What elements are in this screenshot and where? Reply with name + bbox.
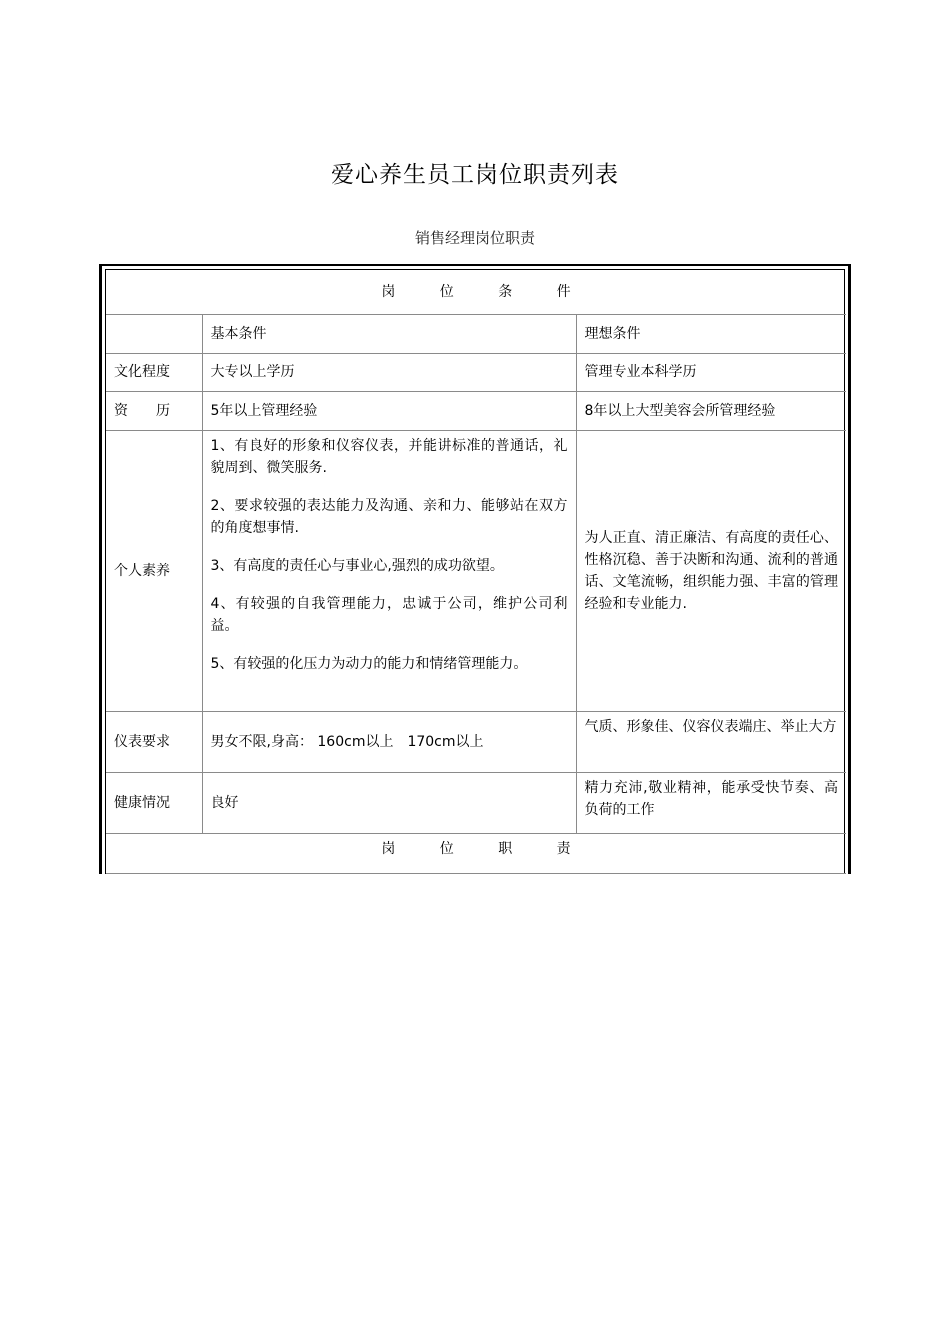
header-ideal: 理想条件 — [576, 314, 846, 353]
section-header-text: 岗 位 职 责 — [381, 840, 591, 857]
section-header-text: 岗 位 条 件 — [381, 283, 591, 300]
row-basic-list — [202, 430, 576, 711]
table-row — [106, 391, 846, 430]
row-ideal: 为人正直、清正廉洁、有高度的责任心、性格沉稳、善于决断和沟通、流利的普通话、文笔流畅，组织能力强、丰富的管理经验和专业能力. — [576, 430, 846, 711]
section-header-duties — [106, 833, 846, 873]
job-requirements-table — [106, 270, 846, 874]
row-basic: 5年以上管理经验 — [202, 391, 576, 430]
row-basic: 大专以上学历 — [202, 353, 576, 391]
row-ideal: 8年以上大型美容会所管理经验 — [576, 391, 846, 430]
section-header-conditions — [106, 270, 846, 314]
list-item: 2、要求较强的表达能力及沟通、亲和力、能够站在双方的角度想事情. — [210, 497, 568, 536]
row-ideal: 精力充沛,敬业精神，能承受快节奏、高负荷的工作 — [576, 772, 846, 833]
list-item: 1、有良好的形象和仪容仪表，并能讲标准的普通话，礼貌周到、微笑服务. — [210, 437, 568, 476]
header-basic: 基本条件 — [202, 314, 576, 353]
row-label: 个人素养 — [106, 430, 202, 711]
table-row — [106, 711, 846, 772]
page-subtitle: 销售经理岗位职责 — [414, 229, 535, 247]
row-ideal: 管理专业本科学历 — [576, 353, 846, 391]
table-row — [106, 833, 846, 873]
table-row — [106, 430, 846, 711]
table-row — [106, 772, 846, 833]
row-ideal: 气质、形象佳、仪容仪表端庄、举止大方 — [576, 711, 846, 772]
header-blank-cell — [106, 314, 202, 353]
row-label: 仪表要求 — [106, 711, 202, 772]
row-basic: 男女不限,身高： 160cm以上 170cm以上 — [202, 711, 576, 772]
table-row — [106, 270, 846, 314]
table-inner-border — [105, 269, 845, 874]
list-item: 3、有高度的责任心与事业心,强烈的成功欲望。 — [210, 557, 504, 574]
page-title: 爱心养生员工岗位职责列表 — [331, 162, 619, 188]
job-requirements-table-frame — [99, 264, 851, 874]
table-row — [106, 314, 846, 353]
list-item: 5、有较强的化压力为动力的能力和情绪管理能力。 — [210, 655, 528, 672]
row-basic: 良好 — [202, 772, 576, 833]
row-label: 健康情况 — [106, 772, 202, 833]
table-row — [106, 353, 846, 391]
list-item: 4、有较强的自我管理能力，忠诚于公司，维护公司利益。 — [210, 595, 568, 634]
row-label: 资 历 — [106, 391, 202, 430]
row-label: 文化程度 — [106, 353, 202, 391]
